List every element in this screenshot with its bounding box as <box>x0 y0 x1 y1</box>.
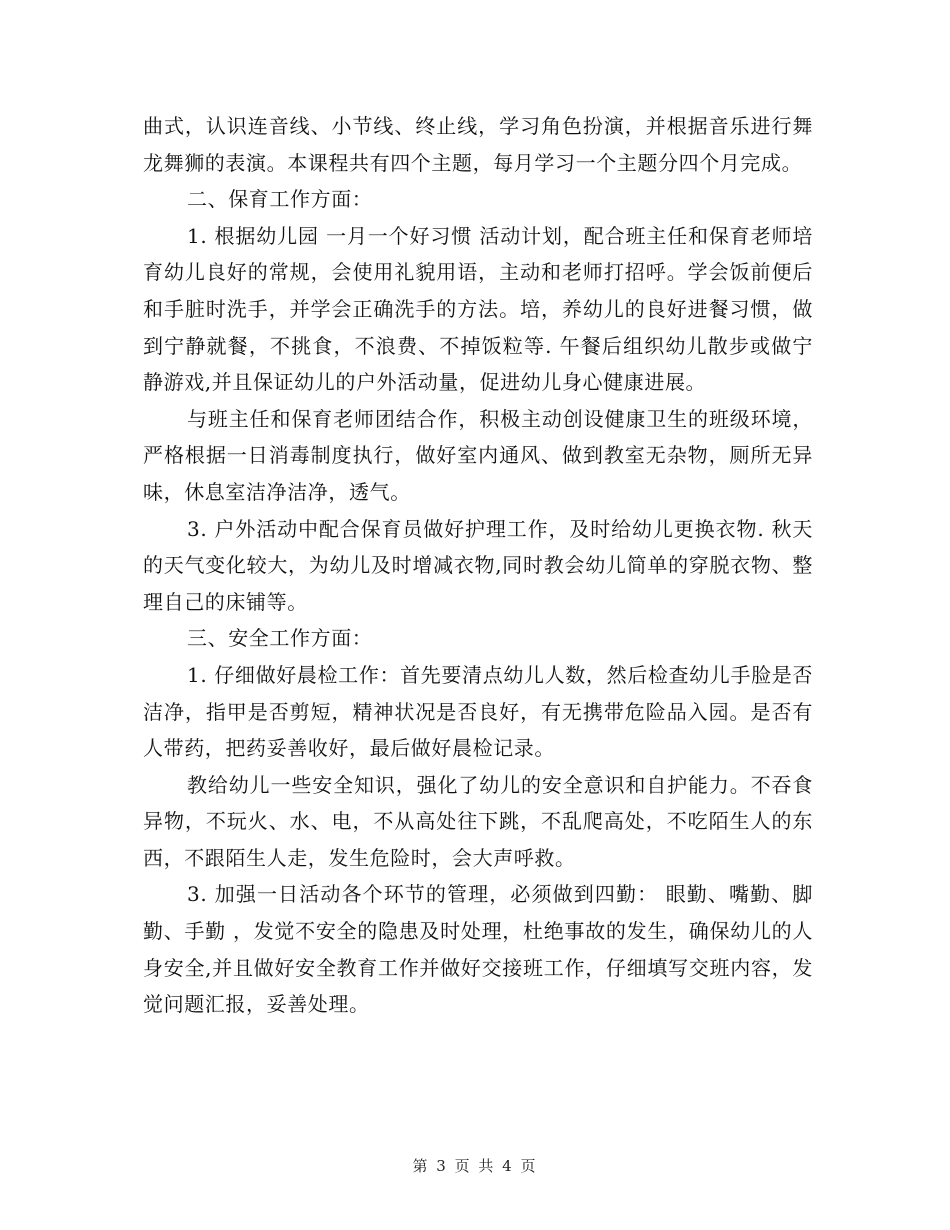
paragraph-music-curriculum: 曲式，认识连音线、小节线、终止线，学习角色扮演，并根据音乐进行舞龙舞狮的表演。本课程共有四个主题，每月学习一个主题分四个月完成。 <box>143 114 813 175</box>
section-heading-safety: 三、安全工作方面： <box>187 626 373 651</box>
paragraph-outdoor-care: 3. 户外活动中配合保育员做好护理工作，及时给幼儿更换衣物. 秋天的天气变化较大，为幼儿及时增减衣物,同时教会幼儿简单的穿脱衣物、整理自己的床铺等。 <box>143 516 813 614</box>
page-number-footer: 第 3 页 共 4 页 <box>412 1157 538 1175</box>
paragraph-morning-check: 1. 仔细做好晨检工作：首先要清点幼儿人数，然后检查幼儿手脸是否洁净，指甲是否剪短，精神状况是否良好，有无携带危险品入园。是否有人带药，把药妥善收好，最后做好晨检记录。 <box>143 662 813 761</box>
paragraph-class-environment: 与班主任和保育老师团结合作，积极主动创设健康卫生的班级环境，严格根据一日消毒制度执行，做好室内通风、做到教室无杂物，厕所无异味，休息室洁净洁净，透气。 <box>143 406 813 504</box>
section-heading-childcare: 二、保育工作方面： <box>187 187 373 212</box>
document-body <box>143 108 813 1023</box>
paragraph-daily-management: 3. 加强一日活动各个环节的管理，必须做到四勤： 眼勤、嘴勤、脚勤、手勤 ，发觉不安全的隐患及时处理，杜绝事故的发生，确保幼儿的人身安全,并且做好安全教育工作并做好交接班工作，仔细填写交班内容，发觉问题汇报，妥善处理。 <box>143 882 813 1017</box>
paragraph-good-habits: 1. 根据幼儿园 一月一个好习惯 活动计划，配合班主任和保育老师培育幼儿良好的常规，会使用礼貌用语，主动和老师打招呼。学会饭前便后和手脏时洗手，并学会正确洗手的方法。培，养幼儿的良好进餐习惯，做到宁静就餐，不挑食，不浪费、不掉饭粒等. 午餐后组织幼儿散步或做宁静游戏,并且保证幼儿的户外活动量，促进幼儿身心健康进展。 <box>143 223 813 395</box>
paragraph-safety-knowledge: 教给幼儿一些安全知识，强化了幼儿的安全意识和自护能力。不吞食异物，不玩火、水、电，不从高处往下跳，不乱爬高处，不吃陌生人的东西，不跟陌生人走，发生危险时，会大声呼救。 <box>143 772 813 870</box>
